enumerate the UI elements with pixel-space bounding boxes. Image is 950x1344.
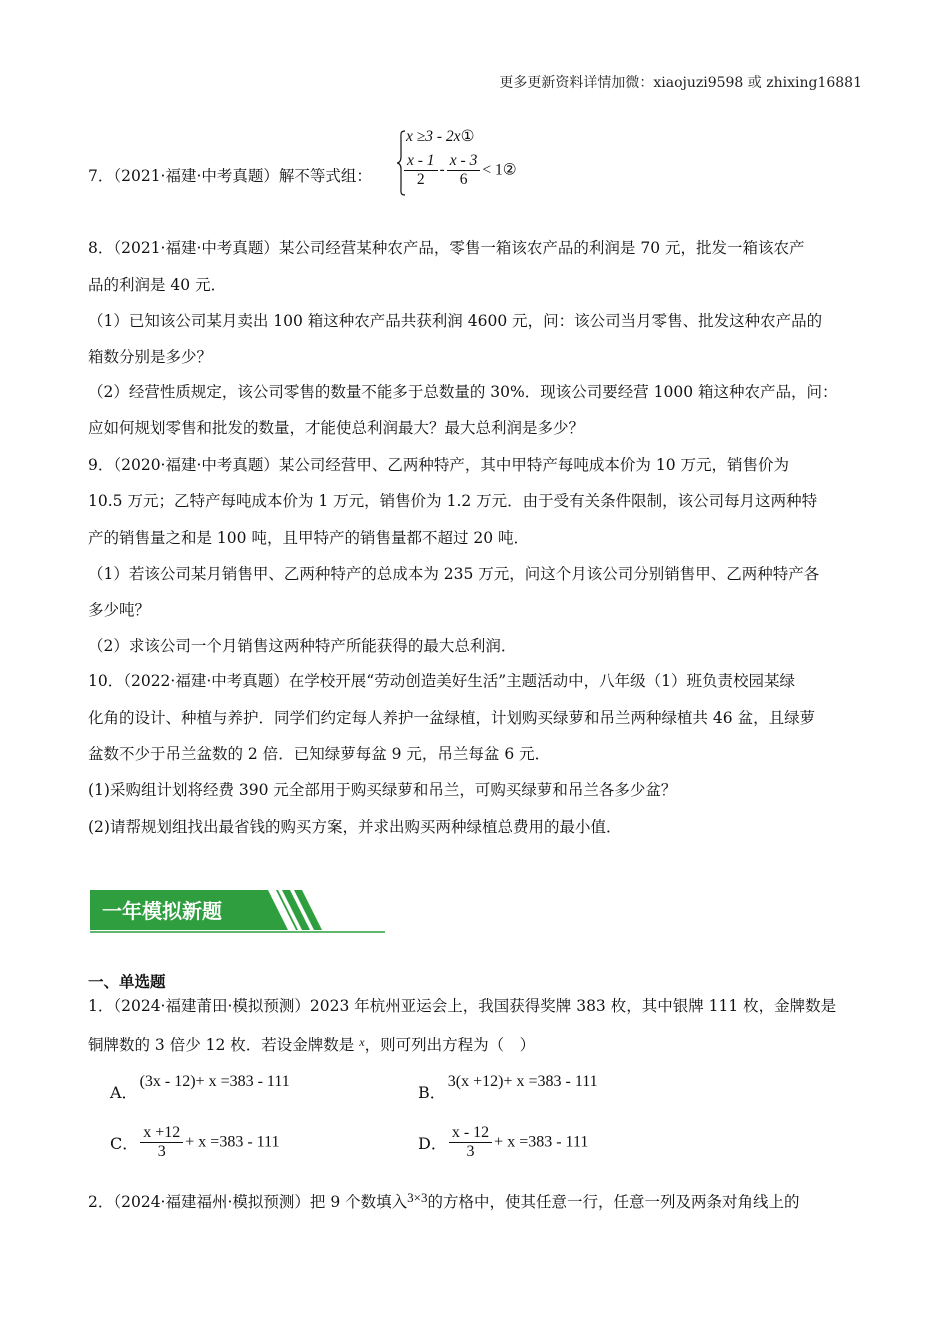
q7-ineq1: x ≥3 - 2x①	[406, 127, 475, 145]
circled-one: ①	[460, 127, 475, 145]
q9-line-3: 产的销售量之和是 100 吨，且甲特产的销售量都不超过 20 吨．	[88, 529, 530, 547]
q9-line-4: （1）若该公司某月销售甲、乙两种特产的总成本为 235 万元，问这个月该公司分别销售甲、乙两种特产各	[88, 565, 820, 583]
mq2-line-1: 2．（2024·福建福州·模拟预测）把 9 个数填入$^{3\times 3}$的方格中，使其任意一行，任意一列及两条对角线上的	[88, 1190, 800, 1211]
option-c[interactable]	[110, 1124, 279, 1161]
option-b-label: B．	[418, 1083, 446, 1102]
q8-line-4: 箱数分别是多少？	[88, 348, 213, 366]
q8-line-6: 应如何规划零售和批发的数量，才能使总利润最大？最大总利润是多少？	[88, 419, 585, 437]
option-d[interactable]	[418, 1124, 588, 1161]
banner-title: 一年模拟新题	[102, 899, 222, 923]
option-d-rest: + x =383 - 111	[494, 1133, 589, 1151]
option-a-expr: (3x - 12)+ x =383 - 111	[139, 1073, 290, 1090]
banner-graphic	[90, 890, 385, 934]
mq1-line-1: 1．（2024·福建莆田·模拟预测）2023 年杭州亚运会上，我国获得奖牌 383 枚，其中银牌 111 枚，金牌数是	[88, 997, 837, 1015]
q9-line-5: 多少吨？	[88, 601, 151, 619]
option-b-expr: 3(x +12)+ x =383 - 111	[447, 1073, 598, 1090]
mq1-line-2: 铜牌数的 3 倍少 12 枚．若设金牌数是 $^x$，则可列出方程为（ ）	[88, 1035, 536, 1054]
q9-line-1: 9．（2020·福建·中考真题）某公司经营甲、乙两种特产，其中甲特产每吨成本价为 10 万元，销售价为	[88, 456, 789, 474]
option-a[interactable]	[110, 1068, 290, 1102]
option-d-label: D．	[418, 1134, 447, 1153]
option-c-rest: + x =383 - 111	[185, 1133, 280, 1151]
q7-prefix: 7．（2021·福建·中考真题）解不等式组：	[88, 167, 372, 185]
q9-line-2: 10.5 万元；乙特产每吨成本价为 1 万元，销售价为 1.2 万元．由于受有关条件限制，该公司每月这两种特	[88, 492, 818, 510]
q7-frac1: $\frac{x - 1}{2}$	[404, 152, 438, 189]
q8-line-5: （2）经营性质规定，该公司零售的数量不能多于总数量的 30%．现该公司要经营 1000 箱这种农产品，问：	[88, 383, 838, 401]
q8-line-3: （1）已知该公司某月卖出 100 箱这种农产品共获利润 4600 元，问：该公司当月零售、批发这种农产品的	[88, 312, 823, 330]
q10-line-4: (1)采购组计划将经费 390 元全部用于购买绿萝和吊兰，可购买绿萝和吊兰各多少盆？	[88, 781, 677, 799]
q10-line-3: 盆数不少于吊兰盆数的 2 倍．已知绿萝每盆 9 元，吊兰每盆 6 元．	[88, 745, 551, 763]
q10-line-2: 化角的设计、种植与养护．同学们约定每人养护一盆绿植，计划购买绿萝和吊兰两种绿植共 46 盆，且绿萝	[88, 709, 816, 727]
q10-line-5: (2)请帮规划组找出最省钱的购买方案，并求出购买两种绿植总费用的最小值．	[88, 818, 622, 836]
section-title: 一、单选题	[88, 973, 166, 991]
option-a-label: A．	[110, 1083, 138, 1102]
option-d-frac: $\frac{x - 12}{3}$	[449, 1124, 492, 1161]
variable-x: x	[359, 1035, 365, 1049]
q8-line-1: 8．（2021·福建·中考真题）某公司经营某种农产品，零售一箱该农产品的利润是 70 元，批发一箱该农产	[88, 239, 805, 257]
q9-line-6: （2）求该公司一个月销售这两种特产所能获得的最大总利润．	[88, 637, 517, 655]
q7-ineq2: $\frac{x - 1}{2}$ - $\frac{x - 3}{6}$ < 1②	[402, 152, 517, 189]
section-banner	[90, 890, 385, 934]
circled-two: ②	[502, 160, 517, 179]
q8-line-2: 品的利润是 40 元．	[88, 276, 227, 294]
q10-line-1: 10．（2022·福建·中考真题）在学校开展“劳动创造美好生活”主题活动中，八年级（1）班负责校园某绿	[88, 672, 795, 690]
q7-frac2: $\frac{x - 3}{6}$	[447, 152, 481, 189]
option-b[interactable]	[418, 1068, 598, 1102]
option-c-frac: $\frac{x +12}{3}$	[140, 1124, 183, 1161]
option-c-label: C．	[110, 1134, 139, 1153]
grid-size: 3×3	[407, 1190, 428, 1205]
header-contact: 更多更新资料详情加微：xiaojuzi9598 或 zhixing16881	[499, 75, 862, 91]
